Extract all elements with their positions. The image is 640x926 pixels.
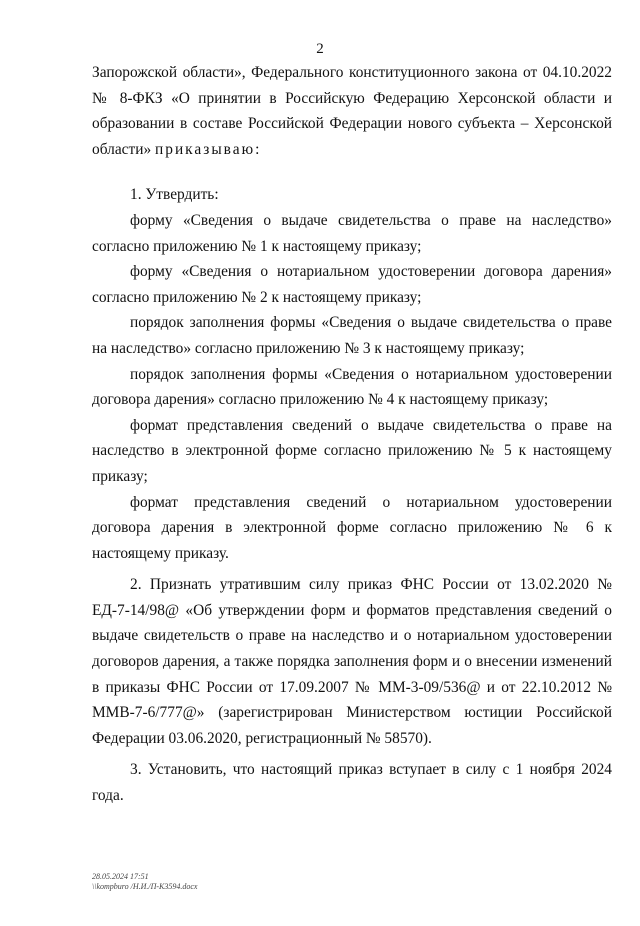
item1-entry-3: порядок заполнения формы «Сведения о выдаче свидетельства о праве на наследство» согласно приложению № 3 к настоящему приказу; <box>92 314 612 357</box>
intro-text: Запорожской области», Федерального конституционного закона от 04.10.2022 № 8-ФКЗ «О принятии в Российскую Федерацию Херсонской области и образовании в составе Российской Федерации нового субъекта – Херсонской области» <box>92 64 612 158</box>
item1-entry-4: порядок заполнения формы «Сведения о нотариальном удостоверении договора дарения» согласно приложению № 4 к настоящему приказу; <box>92 365 612 409</box>
item3-paragraph: 3. Установить, что настоящий приказ вступает в силу с 1 ноября 2024 года. <box>92 761 612 805</box>
item1-entry-2: форму «Сведения о нотариальном удостоверении договора дарения» согласно приложению № 2 к настоящему приказу; <box>92 263 612 306</box>
order-word: приказываю <box>155 140 256 158</box>
item2-paragraph: 2. Признать утратившим силу приказ ФНС России от 13.02.2020 № ЕД-7-14/98@ «Об утверждении форм и форматов представления сведений о выдаче свидетельств о праве на наследство и о нотариальном удостоверении договоров дарения, а также порядка заполнения форм и о внесении изменений в приказы ФНС России от 17.09.2007 № ММ-3-09/536@ и от 22.10.2012 № ММВ-7-6/777@» (зарегистрирован Министерством юстиции Российской Федерации 03.06.2020, регистрационный № 58570). <box>92 576 612 747</box>
footer-file-path: \\kompburo /Н.И./П-К3594.docx <box>92 882 198 891</box>
intro-paragraph <box>92 60 612 162</box>
page-number: 2 <box>316 41 324 57</box>
intro-colon: : <box>255 140 260 158</box>
item1-entry-6: формат представления сведений о нотариальном удостоверении договора дарения в электронной форме согласно приложению № 6 к настоящему приказу. <box>92 493 612 562</box>
file-footer <box>92 872 197 892</box>
item1-entry-5: формат представления сведений о выдаче свидетельства о праве на наследство в электронной форме согласно приложению № 5 к настоящему приказу; <box>92 416 612 485</box>
footer-timestamp: 28.05.2024 17:51 <box>92 872 149 881</box>
document-body <box>92 60 612 809</box>
item1-title: 1. Утвердить: <box>130 186 219 204</box>
item1-entry-1: форму «Сведения о выдаче свидетельства о праве на наследство» согласно приложению № 1 к настоящему приказу; <box>92 211 612 255</box>
